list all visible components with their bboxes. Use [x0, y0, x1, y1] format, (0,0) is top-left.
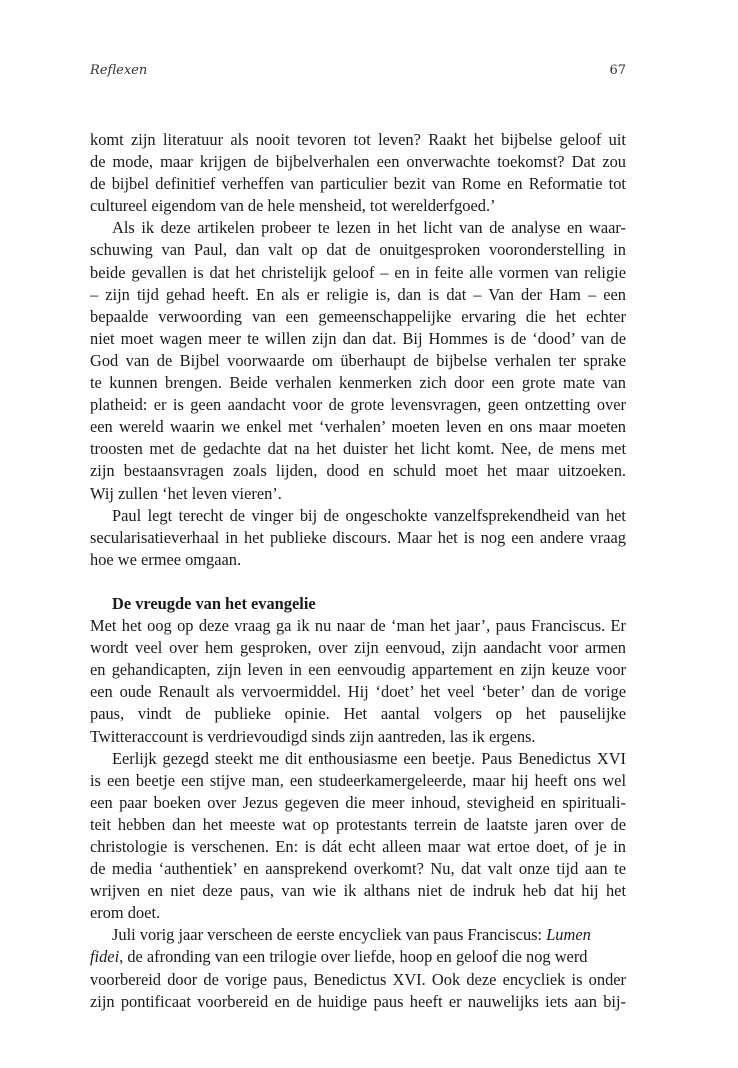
section-heading: De vreugde van het evangelie — [112, 593, 316, 613]
text-line: God van de Bijbel voorwaarde om überhaupt de bijbelse verhalen ter sprake — [90, 350, 626, 370]
page-number: 67 — [609, 63, 626, 78]
text-line: de bijbel definitief verheffen van particulier bezit van Rome en Reformatie tot — [90, 174, 626, 194]
text-line: Wij zullen ‘het leven vieren’. — [90, 483, 282, 503]
text-line: wordt veel over hem gesproken, over zijn eenvoud, zijn aandacht voor armen — [90, 638, 626, 658]
text-line: te kunnen brengen. Beide verhalen kenmerken zich door een grote mate van — [90, 373, 626, 393]
text-line: schuwing van Paul, dan valt op dat de onuitgesproken vooronderstelling in — [90, 240, 626, 260]
italic-title: Lumen — [546, 925, 591, 945]
text-line: secularisatieverhaal in het publieke discours. Maar het is nog een andere vraag — [90, 527, 626, 547]
text-line: platheid: er is geen aandacht voor de grote levensvragen, geen ontzetting over — [90, 395, 626, 415]
text-line: – zijn tijd gehad heeft. En als er religie is, dan is dat – Van der Ham – een — [90, 284, 626, 304]
text-line: bepaalde verwoording van een gemeenschappelijke ervaring die het echter — [90, 306, 626, 326]
text-line: Eerlijk gezegd steekt me dit enthousiasme een beetje. Paus Benedictus XVI — [112, 748, 626, 768]
text-line: de media ‘authentiek’ en aansprekend overkomt? Nu, dat valt onze tijd aan te — [90, 859, 626, 879]
text-line: niet moet wagen meer te willen zijn dan dat. Bij Hommes is de ‘dood’ van de — [90, 328, 626, 348]
text-line: komt zijn literatuur als nooit tevoren tot leven? Raakt het bijbelse geloof uit — [90, 130, 626, 149]
running-title: Reflexen — [90, 63, 148, 78]
text-line: een paar boeken over Jezus gegeven die meer inhoud, stevigheid en spirituali- — [90, 792, 626, 812]
text-line: de mode, maar krijgen de bijbelverhalen een onverwachte toekomst? Dat zou — [90, 152, 626, 172]
blank-line — [90, 571, 626, 593]
text-line: Twitteraccount is verdrievoudigd sinds zijn aantreden, las ik ergens. — [90, 726, 536, 746]
text-line: is een beetje een stijve man, een studeerkamergeleerde, maar hij heeft ons wel — [90, 770, 626, 790]
text-line: zijn pontificaat voorbereid en de huidige paus heeft er nauwelijks iets aan bij- — [90, 991, 626, 1011]
text-line: erom doet. — [90, 903, 161, 923]
text-segment: , de afronding van een trilogie over liefde, hoop en geloof die nog werd — [119, 947, 588, 967]
text-line: en gehandicapten, zijn leven in een eenvoudig appartement en zijn keuze voor — [90, 660, 626, 680]
text-line — [90, 946, 626, 968]
text-line: teit hebben dan het meeste wat op protestants terrein de laatste jaren over de — [90, 814, 626, 834]
running-header — [90, 63, 626, 83]
text-line: Als ik deze artikelen probeer te lezen in het licht van de analyse en waar- — [112, 218, 626, 238]
text-line: paus, vindt de publieke opinie. Het aantal volgers op het pauselijke — [90, 704, 626, 724]
text-line: een wereld waarin we enkel met ‘verhalen’ moeten leven en ons maar moeten — [90, 417, 626, 437]
text-line: cultureel eigendom van de hele mensheid, tot werelderfgoed.’ — [90, 196, 496, 216]
text-line: Paul legt terecht de vinger bij de ongeschokte vanzelfsprekendheid van het — [112, 505, 626, 525]
body-text — [90, 129, 626, 1013]
text-line: christologie is verschenen. En: is dát echt alleen maar wat ertoe doet, of je in — [90, 837, 626, 856]
text-line: beide gevallen is dat het christelijk geloof – en in feite alle vormen van religie — [90, 262, 626, 282]
text-line: voorbereid door de vorige paus, Benedictus XVI. Ook deze encycliek is onder — [90, 969, 626, 989]
text-segment: Juli vorig jaar verscheen de eerste encycliek van paus Franciscus: — [112, 925, 547, 945]
text-line: zijn bestaansvragen zoals lijden, dood en schuld moet het maar uitzoeken. — [90, 461, 626, 481]
text-line: hoe we ermee omgaan. — [90, 549, 242, 569]
text-line: wrijven en niet deze paus, van wie ik althans niet de indruk heb dat hij het — [90, 881, 626, 901]
text-line: troosten met de gedachte dat na het duister het licht komt. Nee, de mens met — [90, 439, 626, 459]
text-line: Met het oog op deze vraag ga ik nu naar de ‘man het jaar’, paus Franciscus. Er — [90, 616, 626, 636]
italic-title: fidei — [90, 947, 120, 967]
text-line: een oude Renault als vervoermiddel. Hij ‘doet’ het veel ‘beter’ dan de vorige — [90, 682, 626, 702]
text-line — [90, 924, 626, 946]
